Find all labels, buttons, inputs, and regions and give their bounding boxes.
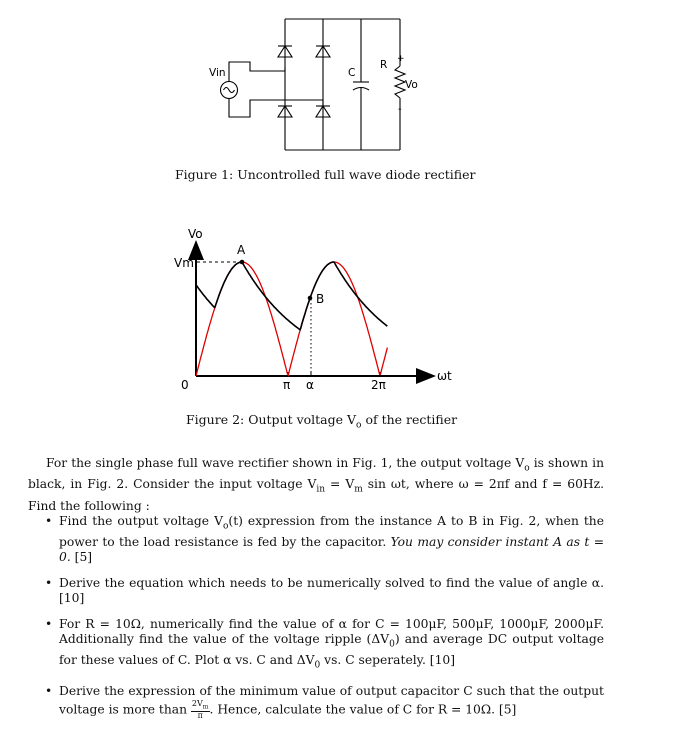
output-voltage-curve bbox=[196, 262, 387, 330]
label-point-b: B bbox=[316, 292, 325, 306]
tick-label-two-pi: 2π bbox=[371, 378, 386, 392]
task-item bbox=[28, 617, 604, 674]
intro-paragraph bbox=[28, 455, 604, 514]
axis-label-wt: ωt bbox=[437, 369, 452, 383]
label-minus: - bbox=[398, 104, 402, 115]
figure-1-circuit bbox=[0, 0, 684, 170]
task-3-sub-1: 0 bbox=[389, 639, 395, 650]
label-c: C bbox=[348, 67, 356, 79]
label-plus: + bbox=[397, 54, 405, 64]
bullet: • bbox=[45, 575, 53, 590]
task-item bbox=[28, 684, 604, 720]
task-1-text-1: Find the output voltage V bbox=[59, 514, 223, 528]
intro-sub-3: m bbox=[354, 484, 363, 495]
figure-2-caption-text: Figure 2: Output voltage V bbox=[186, 412, 357, 427]
source-wire-top bbox=[229, 62, 285, 82]
label-vin: Vin bbox=[209, 67, 226, 79]
label-r: R bbox=[380, 59, 388, 71]
fraction-denominator: π bbox=[197, 711, 203, 721]
bullet: • bbox=[45, 514, 53, 528]
axis-label-vo: Vo bbox=[188, 227, 203, 241]
bullet: • bbox=[45, 684, 53, 699]
intro-text-1: For the single phase full wave rectifier shown in Fig. 1, the output voltage V bbox=[46, 456, 525, 470]
task-item bbox=[28, 514, 604, 566]
task-3-sub-2: 0 bbox=[314, 660, 321, 671]
input-voltage-curve bbox=[196, 262, 387, 376]
task-1-sub: o bbox=[222, 521, 229, 532]
fraction-num-text: 2V bbox=[191, 698, 203, 708]
point-a-marker bbox=[240, 260, 245, 265]
intro-sub-2: in bbox=[316, 484, 326, 495]
task-list bbox=[28, 514, 604, 730]
label-origin: 0 bbox=[181, 378, 189, 392]
tick-label-pi: π bbox=[283, 378, 291, 392]
tick-label-alpha: α bbox=[306, 378, 314, 392]
intro-text-3: = V bbox=[325, 477, 355, 492]
task-1-text-2: (t) expression from the instance A to B in Fig. 2, when the power to the load resistance is fed by the capacitor. bbox=[59, 514, 604, 549]
task-1-points: [5] bbox=[70, 550, 93, 565]
figure-1-caption: Figure 1: Uncontrolled full wave diode rectifier bbox=[175, 167, 476, 182]
task-3-text-1: For R = 10Ω, numerically find the value of α for C = 100μF, 500μF, 1000μF, 2000μF. Additionally find the value of the voltage ripple (ΔV bbox=[59, 616, 604, 647]
task-2-text: Derive the equation which needs to be numerically solved to find the value of angle α. [10] bbox=[59, 575, 604, 606]
task-4-fraction bbox=[191, 700, 210, 721]
task-3-text-2: ) and average DC output voltage for these values of C. Plot α vs. C and ΔV bbox=[59, 632, 604, 668]
point-b-marker bbox=[308, 296, 313, 301]
task-4-text-2: . Hence, calculate the value of C for R = 10Ω. [5] bbox=[209, 702, 517, 717]
task-item bbox=[28, 576, 604, 607]
fraction-num-sub: m bbox=[202, 703, 209, 711]
resistor-zigzag bbox=[395, 66, 405, 98]
figure-2-waveform bbox=[0, 220, 684, 400]
label-vm: Vm bbox=[174, 256, 194, 270]
source-wire-bottom bbox=[229, 99, 323, 118]
task-1-italic: You may consider instant A as t = 0. bbox=[59, 534, 605, 565]
bullet: • bbox=[45, 616, 53, 631]
intro-sub-1: o bbox=[524, 463, 530, 474]
intro-text-2: is shown in black, in Fig. 2. Consider the input voltage V bbox=[28, 456, 604, 492]
figure-2-caption-sub: o bbox=[356, 420, 362, 431]
figure-2-caption-tail: of the rectifier bbox=[361, 412, 458, 427]
figure-2-caption bbox=[186, 412, 457, 431]
label-vo: Vo bbox=[405, 79, 418, 91]
label-point-a: A bbox=[237, 243, 246, 257]
task-3-text-3: vs. C seperately. [10] bbox=[320, 653, 456, 668]
intro-text-4: sin ωt, where ω = 2πf and f = 60Hz. Find the following : bbox=[28, 477, 605, 513]
ac-sine-glyph bbox=[224, 88, 235, 93]
task-4-text-1: Derive the expression of the minimum value of output capacitor C such that the output voltage is more than bbox=[59, 684, 604, 717]
